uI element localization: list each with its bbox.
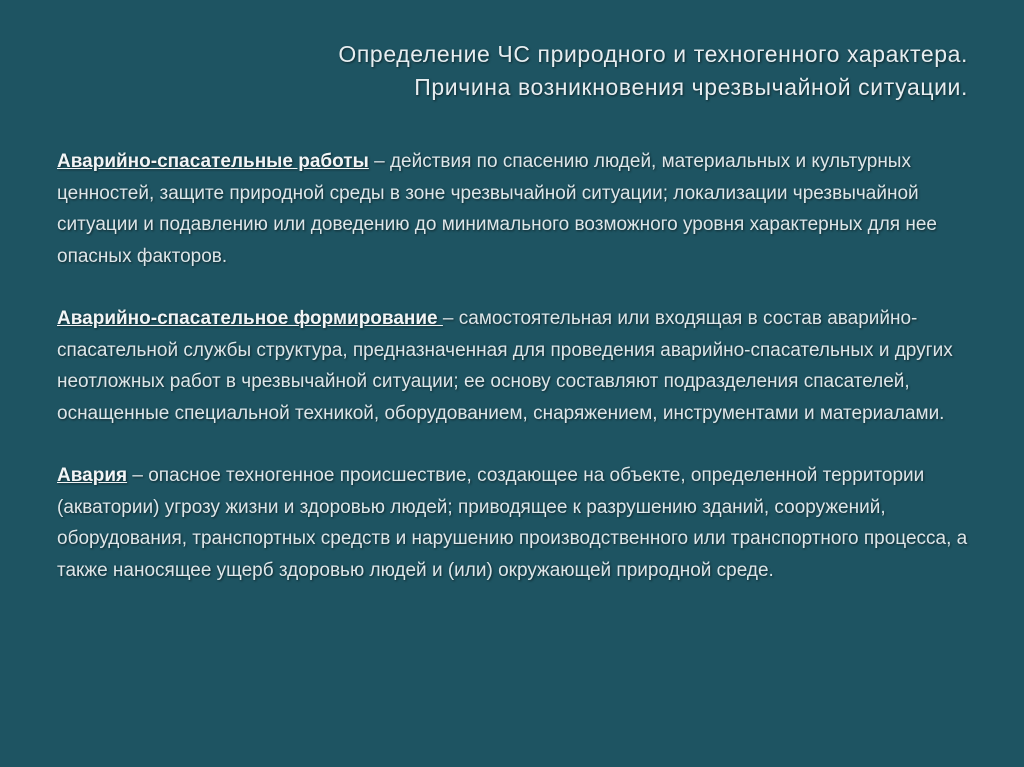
title-line-1: Определение ЧС природного и техногенного характера.	[338, 41, 968, 67]
definition-paragraph-accident	[57, 460, 987, 586]
term-accident: Авария	[57, 465, 128, 486]
definition-text: самостоятельная или входящая в состав аварийно-спасательной службы структура, предназначенная для проведения аварийно-спасательных и других неотложных работ в чрезвычайной ситуации; ее основу составляют подразделения спасателей, оснащенные специальной техникой, оборудованием, снаряжением, инструментами и материалами.	[57, 308, 953, 424]
definition-text: действия по спасению людей, материальных и культурных ценностей, защите природной среды в зоне чрезвычайной ситуации; локализации чрезвычайной ситуации и подавлению или доведению до минимального возможного уровня характерных для нее опасных факторов.	[57, 151, 938, 267]
term-separator: –	[368, 151, 390, 172]
definition-paragraph-rescue-works	[57, 146, 987, 272]
slide-content	[57, 146, 987, 617]
definition-paragraph-rescue-unit	[57, 303, 987, 429]
term-rescue-works: Аварийно-спасательные работы	[57, 151, 369, 172]
slide-title	[338, 38, 968, 104]
term-rescue-unit: Аварийно-спасательное формирование	[57, 308, 443, 329]
term-separator: –	[127, 465, 149, 486]
definition-text: опасное техногенное происшествие, создающее на объекте, определенной территории (акватории) угрозу жизни и здоровью людей; приводящее к разрушению зданий, сооружений, оборудования, транспортных средств и нарушению производственного или транспортного процесса, а также наносящее ущерб здоровью людей и (или) окружающей природной среде.	[57, 465, 968, 581]
term-separator: –	[442, 308, 459, 329]
title-line-2: Причина возникновения чрезвычайной ситуации.	[414, 74, 968, 100]
